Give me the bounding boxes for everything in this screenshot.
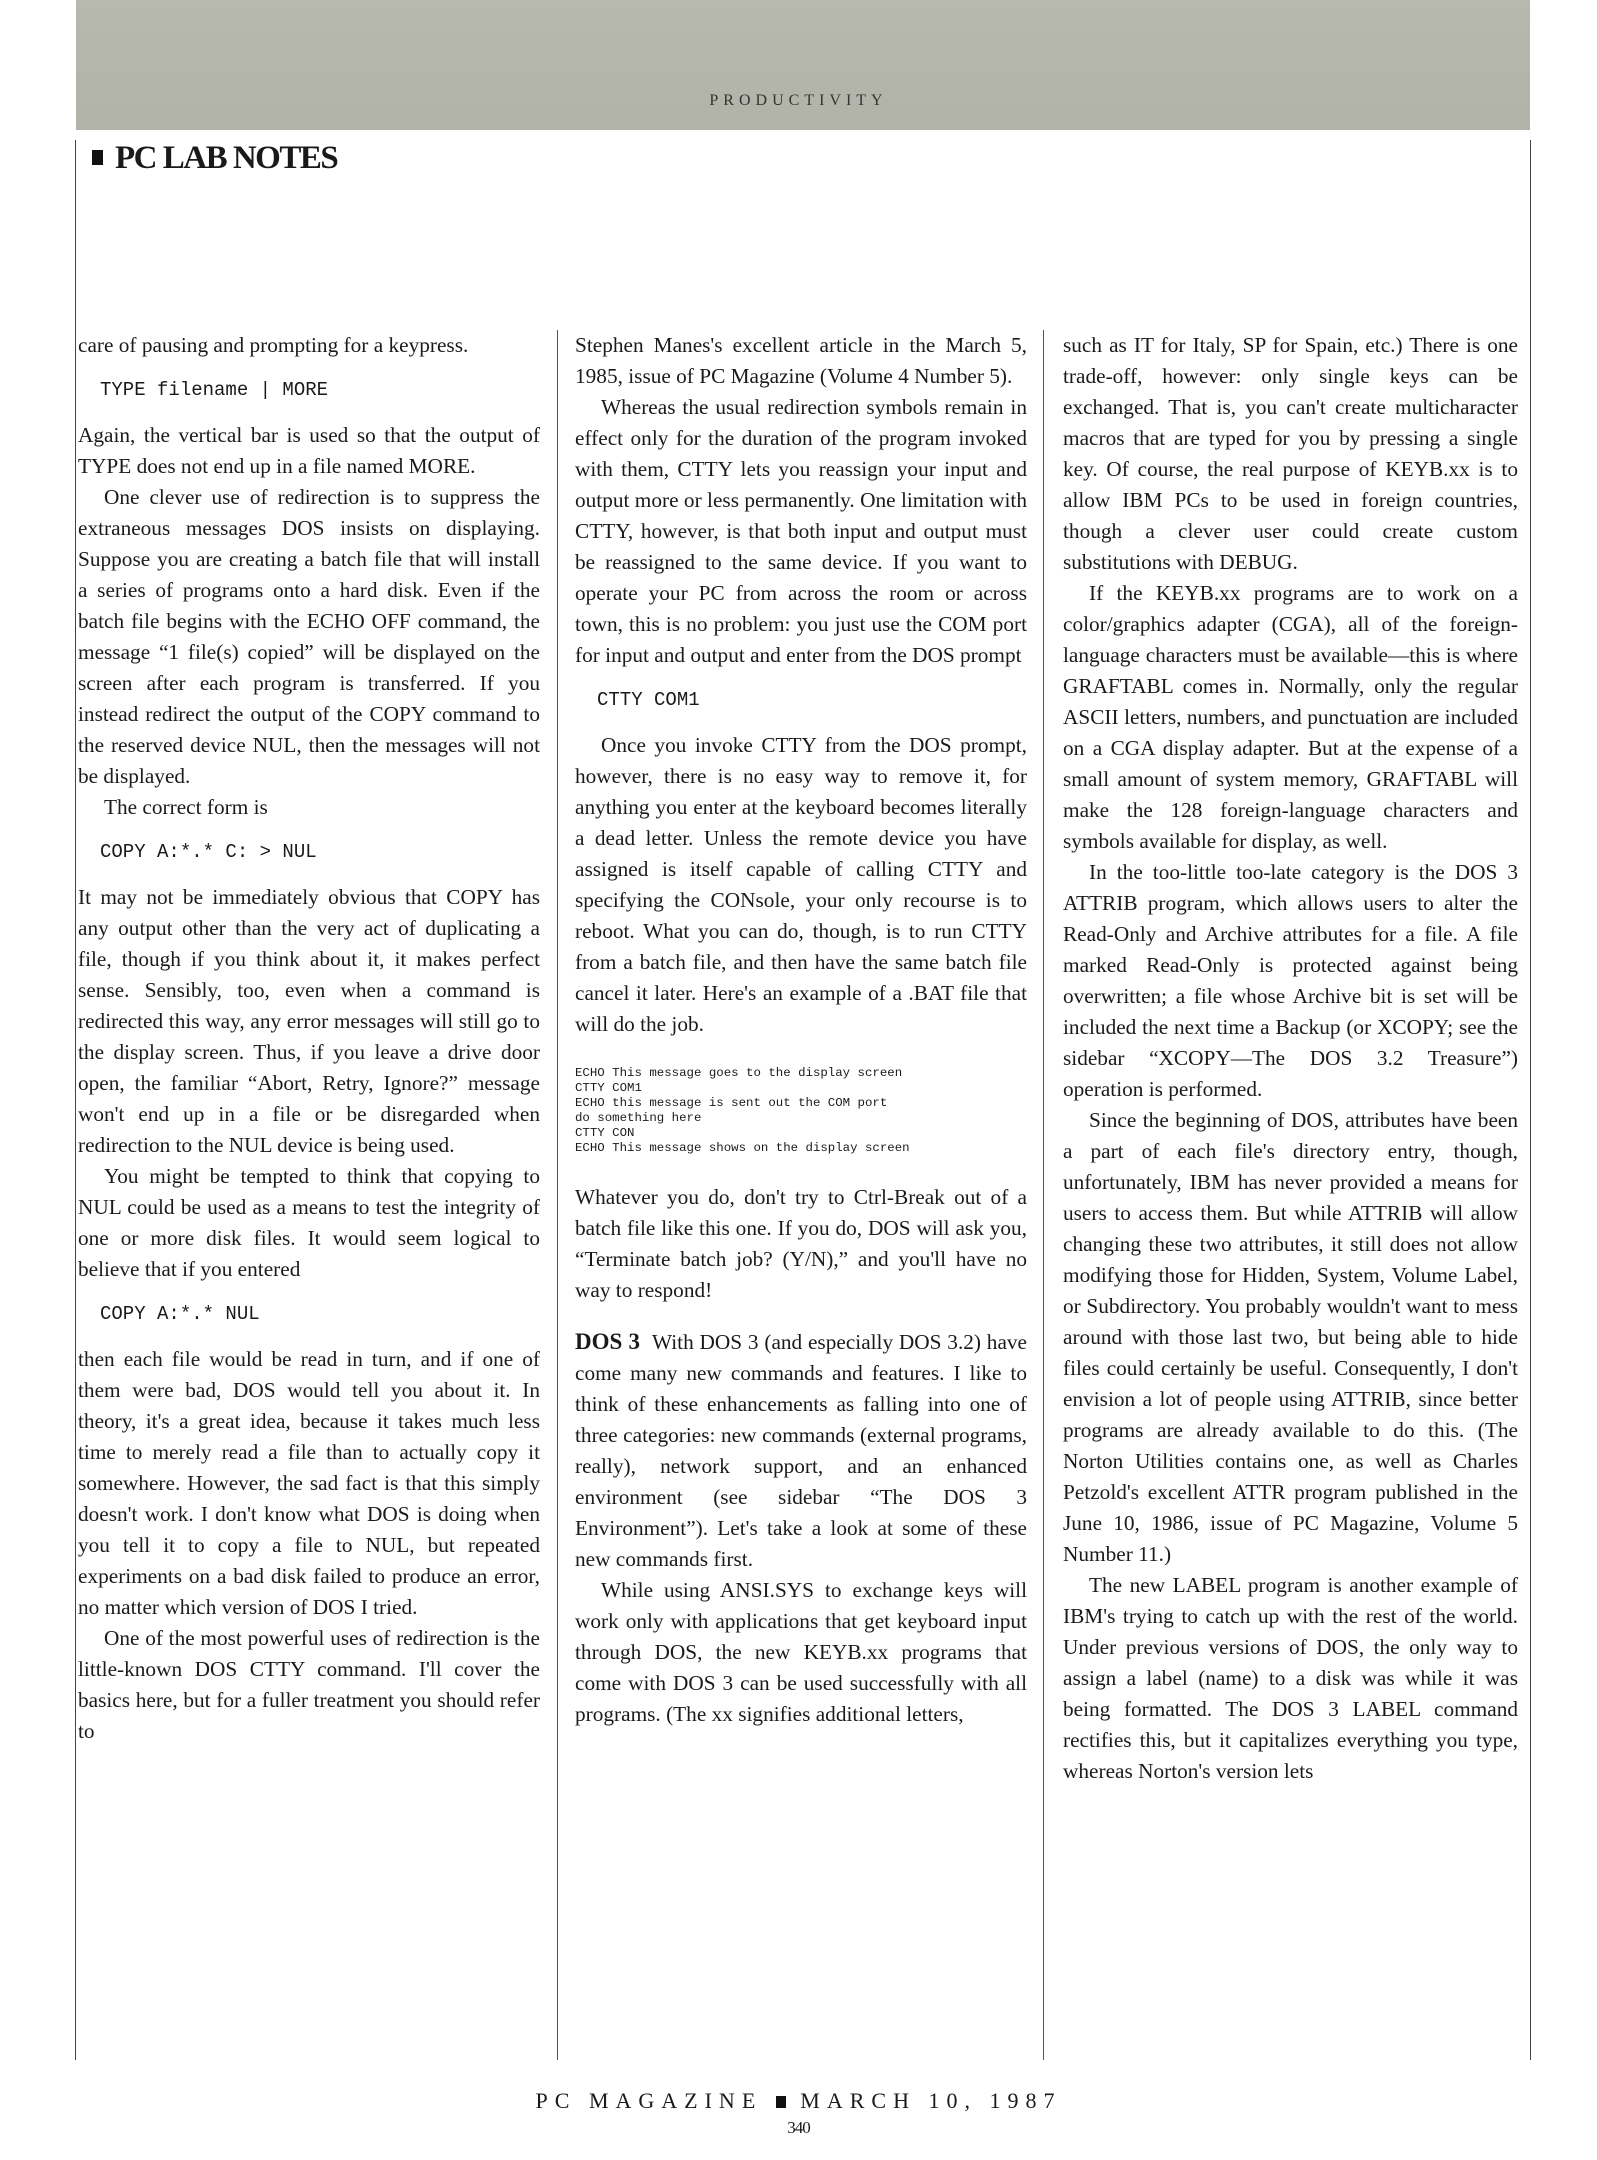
section-label: PRODUCTIVITY [709, 92, 888, 109]
frame-left-rule [75, 140, 76, 2060]
paragraph: Whatever you do, don't try to Ctrl-Break out of a batch file like this one. If you do, DOS will ask you, “Terminate batch job? (Y/N),” and you'll have no way to respond! [575, 1185, 1027, 1302]
paragraph: Whereas the usual redirection symbols remain in effect only for the duration of the program invoked with them, CTTY lets you reassign your input and output more or less permanently. One limitation with CTTY, however, is that both input and output must be reassigned to the same device. If you want to operate your PC from across the room or across town, this is no problem: you just use the COM port for input and output and enter from the DOS prompt [575, 395, 1027, 667]
column-divider [557, 330, 558, 2060]
paragraph: such as IT for Italy, SP for Spain, etc.) There is one trade-off, however: only single keys can be exchanged. That is, you can't create multicharacter macros that are typed for you by pressing a single key. Of course, the real purpose of KEYB.xx is to allow IBM PCs to be used in foreign countries, though a clever user could create custom substitutions with DEBUG. [1063, 333, 1518, 574]
paragraph: It may not be immediately obvious that COPY has any output other than the very act of duplicating a file, though if you think about it, it makes perfect sense. Sensibly, too, even when a command is redirected this way, any error messages will still go to the display screen. Thus, if you leave a drive door open, the familiar “Abort, Retry, Ignore?” message won't end up in a file or be disregarded when redirection to the NUL device is being used. [78, 885, 540, 1157]
code-block: ECHO This message goes to the display screen CTTY COM1 ECHO this message is sent out the COM port do something here CTTY CON ECHO This message shows on the display screen [575, 1066, 910, 1155]
paragraph: The new LABEL program is another example of IBM's trying to catch up with the rest of the world. Under previous versions of DOS, the only way to assign a label (name) to a disk was while it was being formatted. The DOS 3 LABEL command rectifies this, but it capitalizes everything you type, whereas Norton's version lets [1063, 1573, 1518, 1783]
column-divider [1043, 330, 1044, 2060]
footer-magazine: PC MAGAZINE [535, 2088, 763, 2113]
department-title [92, 140, 337, 177]
paragraph: While using ANSI.SYS to exchange keys will work only with applications that get keyboard input through DOS, the new KEYB.xx programs that come with DOS 3 can be used successfully with all programs. (The xx signifies additional letters, [575, 1578, 1027, 1726]
footer-date: MARCH 10, 1987 [800, 2088, 1062, 2113]
frame-right-rule [1530, 140, 1531, 2060]
bullet-square-icon [776, 2096, 786, 2108]
paragraph: Since the beginning of DOS, attributes have been a part of each file's directory entry, though, unfortunately, IBM has never provided a means for users to access them. But while ATTRIB will allow changing these two attributes, it still does not allow modifying those for Hidden, System, Volume Label, or Subdirectory. You probably wouldn't want to mess around with those last two, but being able to hide files could certainly be useful. Consequently, I don't envision a lot of people using ATTRIB, since better programs are already available to do this. (The Norton Utilities contains one, as well as Charles Petzold's excellent ATTR program published in the June 10, 1986, issue of PC Magazine, Volume 5 Number 11.) [1063, 1108, 1518, 1566]
paragraph: Once you invoke CTTY from the DOS prompt, however, there is no easy way to remove it, for anything you enter at the keyboard becomes literally a dead letter. Unless the remote device you have assigned is itself capable of calling CTTY and specifying the CONsole, your only recourse is to reboot. What you can do, though, is to run CTTY from a batch file, and then have the same batch file cancel it later. Here's an example of a .BAT file that will do the job. [575, 733, 1027, 1036]
paragraph: You might be tempted to think that copying to NUL could be used as a means to test the integrity of one or more disk files. It would seem logical to believe that if you entered [78, 1164, 540, 1281]
department-label: PC LAB NOTES [115, 140, 338, 176]
column-3 [1063, 330, 1518, 1787]
paragraph: The correct form is [104, 795, 268, 819]
bullet-square-icon [92, 150, 103, 165]
code-block: COPY A:*.* NUL [100, 1303, 260, 1325]
paragraph: then each file would be read in turn, and if one of them were bad, DOS would tell you about it. In theory, it's a great idea, because it takes much less time to merely read a file than to actually copy it somewhere. However, the sad fact is that this simply doesn't work. I don't know what DOS is doing when you tell it to copy a file to NUL, but repeated experiments on a bad disk failed to produce an error, no matter which version of DOS I tried. [78, 1347, 540, 1619]
paragraph-text: With DOS 3 (and especially DOS 3.2) have come many new commands and features. I like to think of these enhancements as falling into one of three categories: new commands (external programs, really), network support, and an enhanced environment (see sidebar “The DOS 3 Environment”). Let's take a look at some of these new commands first. [575, 1330, 1028, 1571]
subhead-lead-in: DOS 3 [575, 1329, 641, 1354]
header-band [76, 0, 1530, 130]
paragraph: One clever use of redirection is to suppress the extraneous messages DOS insists on displaying. Suppose you are creating a batch file that will install a series of programs onto a hard disk. Even if the batch file begins with the ECHO OFF command, the message “1 file(s) copied” will be displayed on the screen after each program is transferred. If you instead redirect the output of the COPY command to the reserved device NUL, then the messages will not be displayed. [78, 485, 540, 788]
column-2 [575, 330, 1027, 1730]
paragraph: In the too-little too-late category is the DOS 3 ATTRIB program, which allows users to alter the Read-Only and Archive attributes for a file. A file marked Read-Only is protected against being overwritten; a file whose Archive bit is set will be included the next time a Backup (or XCOPY; see the sidebar “XCOPY—The DOS 3.2 Treasure”) operation is performed. [1063, 860, 1518, 1101]
column-1 [78, 330, 540, 1747]
code-block: COPY A:*.* C: > NUL [100, 841, 317, 863]
code-block: TYPE filename | MORE [100, 379, 329, 401]
footer [0, 2088, 1597, 2114]
page-number: 340 [787, 2118, 810, 2137]
paragraph [575, 1326, 1027, 1575]
paragraph: Stephen Manes's excellent article in the March 5, 1985, issue of PC Magazine (Volume 4 Number 5). [575, 333, 1027, 388]
paragraph: care of pausing and prompting for a keypress. [78, 333, 469, 357]
paragraph: One of the most powerful uses of redirection is the little-known DOS CTTY command. I'll cover the basics here, but for a fuller treatment you should refer to [78, 1626, 540, 1743]
code-block: CTTY COM1 [597, 689, 700, 711]
paragraph: If the KEYB.xx programs are to work on a color/graphics adapter (CGA), all of the foreign-language characters must be available—this is where GRAFTABL comes in. Normally, only the regular ASCII letters, numbers, and punctuation are included on a CGA display adapter. But at the expense of a small amount of system memory, GRAFTABL will make the 128 foreign-language characters and symbols available for display, as well. [1063, 581, 1518, 853]
paragraph: Again, the vertical bar is used so that the output of TYPE does not end up in a file named MORE. [78, 423, 540, 478]
